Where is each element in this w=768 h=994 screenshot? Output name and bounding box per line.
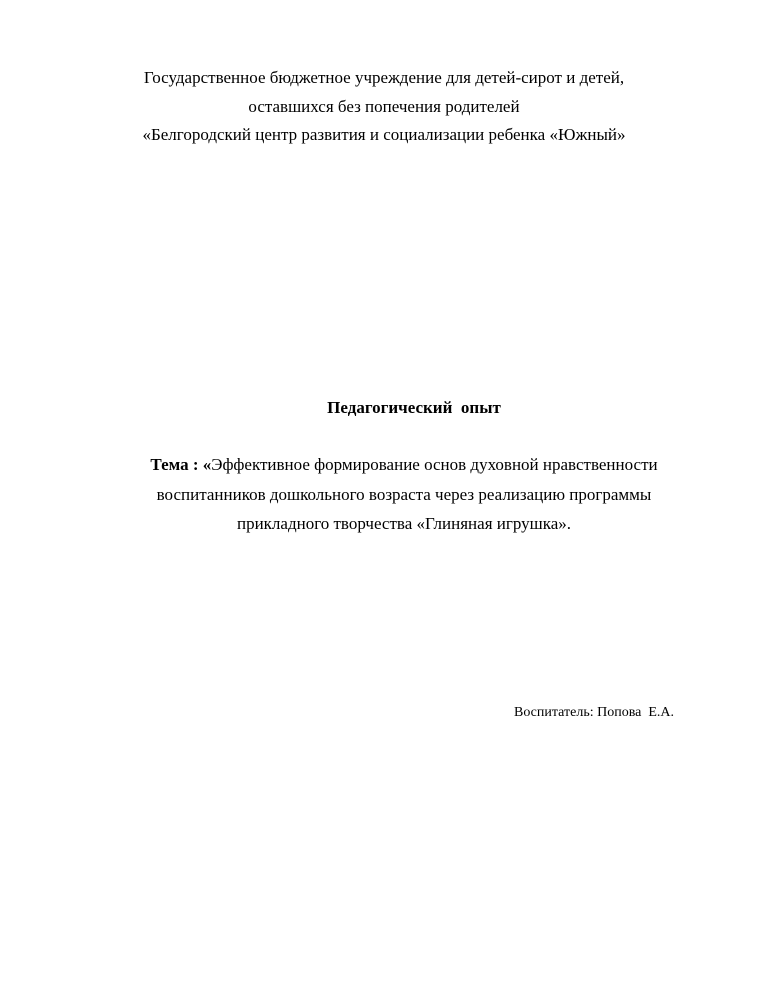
topic-line-3: прикладного творчества «Глиняная игрушка». [236,514,572,533]
institution-line-2: оставшихся без попечения родителей [248,96,520,116]
topic-line-1 [0,450,768,480]
topic-line-2: воспитанников дошкольного возраста через реализацию программы [156,484,652,504]
author-line: Воспитатель: Попова Е.А. [514,705,675,720]
institution-line-3: «Белгородский центр развития и социализации ребенка «Южный» [142,125,626,144]
topic-label: Тема : « [150,455,212,474]
topic-block [0,450,768,539]
institution-header [0,64,768,150]
topic-line-1-text: Эффективное формирование основ духовной нравственности [211,455,658,474]
document-type-title: Педагогический опыт [327,398,501,417]
institution-line-1: Государственное бюджетное учреждение для детей-сирот и детей, [143,68,625,87]
